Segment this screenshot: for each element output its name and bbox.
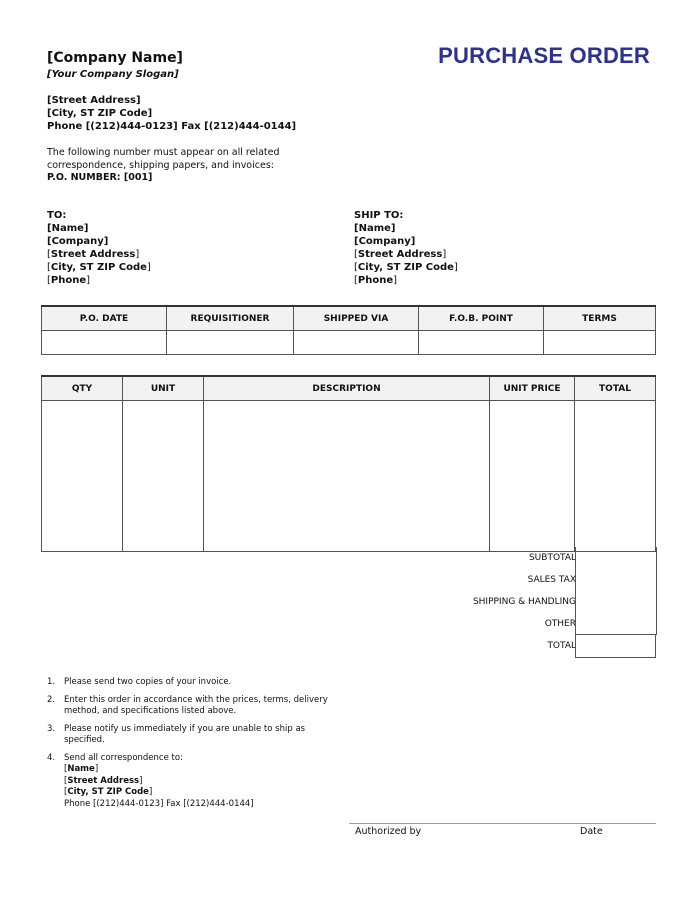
sender-city: [City, ST ZIP Code]: [47, 108, 153, 119]
description-cell[interactable]: [204, 401, 490, 552]
date-label: Date: [580, 826, 603, 837]
instruction-1: 1. Please send two copies of your invoice.: [47, 677, 232, 687]
ship-to-name: [Name]: [354, 223, 396, 234]
document-title: PURCHASE ORDER: [438, 43, 650, 68]
to-street-line: [Street Address]: [47, 249, 140, 260]
col-unit: UNIT: [123, 376, 204, 401]
company-name: [Company Name]: [47, 50, 183, 66]
to-city: City, ST ZIP Code: [50, 262, 147, 273]
instruction-3: 3. Please notify us immediately if you are unable to ship as specified.: [47, 723, 306, 745]
signature-line: [349, 823, 656, 824]
ship-to-city: City, ST ZIP Code: [357, 262, 454, 273]
to-phone: Phone: [50, 275, 87, 286]
notice-text: The following number must appear on all related correspondence, shipping papers, and invoices:: [47, 147, 280, 171]
instructions-list: [47, 677, 337, 816]
terms-cell[interactable]: [544, 331, 656, 355]
to-name: [Name]: [47, 223, 89, 234]
to-block: [47, 209, 151, 287]
correspondence-city: City, ST ZIP Code: [67, 787, 149, 797]
company-slogan: [Your Company Slogan]: [47, 69, 179, 80]
ship-to-block: [354, 209, 458, 287]
total-cell[interactable]: [575, 401, 656, 552]
ship-to-company: [Company]: [354, 236, 416, 247]
ship-to-heading: SHIP TO:: [354, 210, 404, 221]
correspondence-street-line: [Street Address]: [64, 775, 143, 786]
sender-phone-fax: Phone [(212)444-0123] Fax [(212)444-0144]: [47, 121, 297, 132]
sender-address: [47, 94, 296, 133]
items-table: [41, 375, 656, 552]
po-number: P.O. NUMBER: [001]: [47, 172, 153, 183]
sales-tax-label: SALES TAX: [527, 575, 576, 585]
total-label: TOTAL: [547, 641, 576, 651]
unit-cell[interactable]: [123, 401, 204, 552]
to-company: [Company]: [47, 236, 109, 247]
grand-total-value[interactable]: [575, 634, 656, 658]
col-requisitioner: REQUISITIONER: [167, 306, 294, 331]
authorized-by-label: Authorized by: [355, 826, 422, 837]
ship-to-street: Street Address: [357, 249, 443, 260]
fob-point-cell[interactable]: [419, 331, 544, 355]
correspondence-phone-fax: Phone [(212)444-0123] Fax [(212)444-0144]: [64, 798, 254, 809]
requisitioner-cell[interactable]: [167, 331, 294, 355]
col-description: DESCRIPTION: [204, 376, 490, 401]
correspondence-name: Name: [67, 764, 95, 774]
to-heading: TO:: [47, 210, 67, 221]
col-shipped-via: SHIPPED VIA: [294, 306, 419, 331]
correspondence-name-line: [Name]: [64, 764, 99, 774]
po-number-notice: [47, 147, 287, 185]
to-street: Street Address: [50, 249, 136, 260]
correspondence-city-line: [City, ST ZIP Code]: [64, 787, 153, 797]
other-label: OTHER: [544, 619, 576, 629]
col-terms: TERMS: [544, 306, 656, 331]
col-fob-point: F.O.B. POINT: [419, 306, 544, 331]
col-po-date: P.O. DATE: [42, 306, 167, 331]
order-info-table: [41, 305, 656, 355]
sender-street: [Street Address]: [47, 95, 141, 106]
subtotal-label: SUBTOTAL: [528, 553, 576, 563]
po-date-cell[interactable]: [42, 331, 167, 355]
to-city-line: [City, ST ZIP Code]: [47, 262, 151, 273]
totals-value-column[interactable]: [575, 547, 657, 635]
col-total: TOTAL: [575, 376, 656, 401]
col-unit-price: UNIT PRICE: [490, 376, 575, 401]
ship-to-phone-line: [Phone]: [354, 275, 398, 286]
col-qty: QTY: [42, 376, 123, 401]
totals-section: [350, 547, 656, 657]
ship-to-phone: Phone: [357, 275, 394, 286]
shipping-label: SHIPPING & HANDLING: [472, 597, 576, 607]
unit-price-cell[interactable]: [490, 401, 575, 552]
correspondence-street: Street Address: [67, 775, 140, 786]
qty-cell[interactable]: [42, 401, 123, 552]
ship-to-city-line: [City, ST ZIP Code]: [354, 262, 458, 273]
shipped-via-cell[interactable]: [294, 331, 419, 355]
instruction-2: 2. Enter this order in accordance with the prices, terms, delivery method, and specifications listed above.: [47, 694, 328, 716]
instruction-4: 4. Send all correspondence to: [Name] [Street Address] [City, ST ZIP Code] Phone [(212)444-0123] Fax [(212)444-0144]: [47, 753, 337, 811]
ship-to-street-line: [Street Address]: [354, 249, 447, 260]
to-phone-line: [Phone]: [47, 275, 91, 286]
